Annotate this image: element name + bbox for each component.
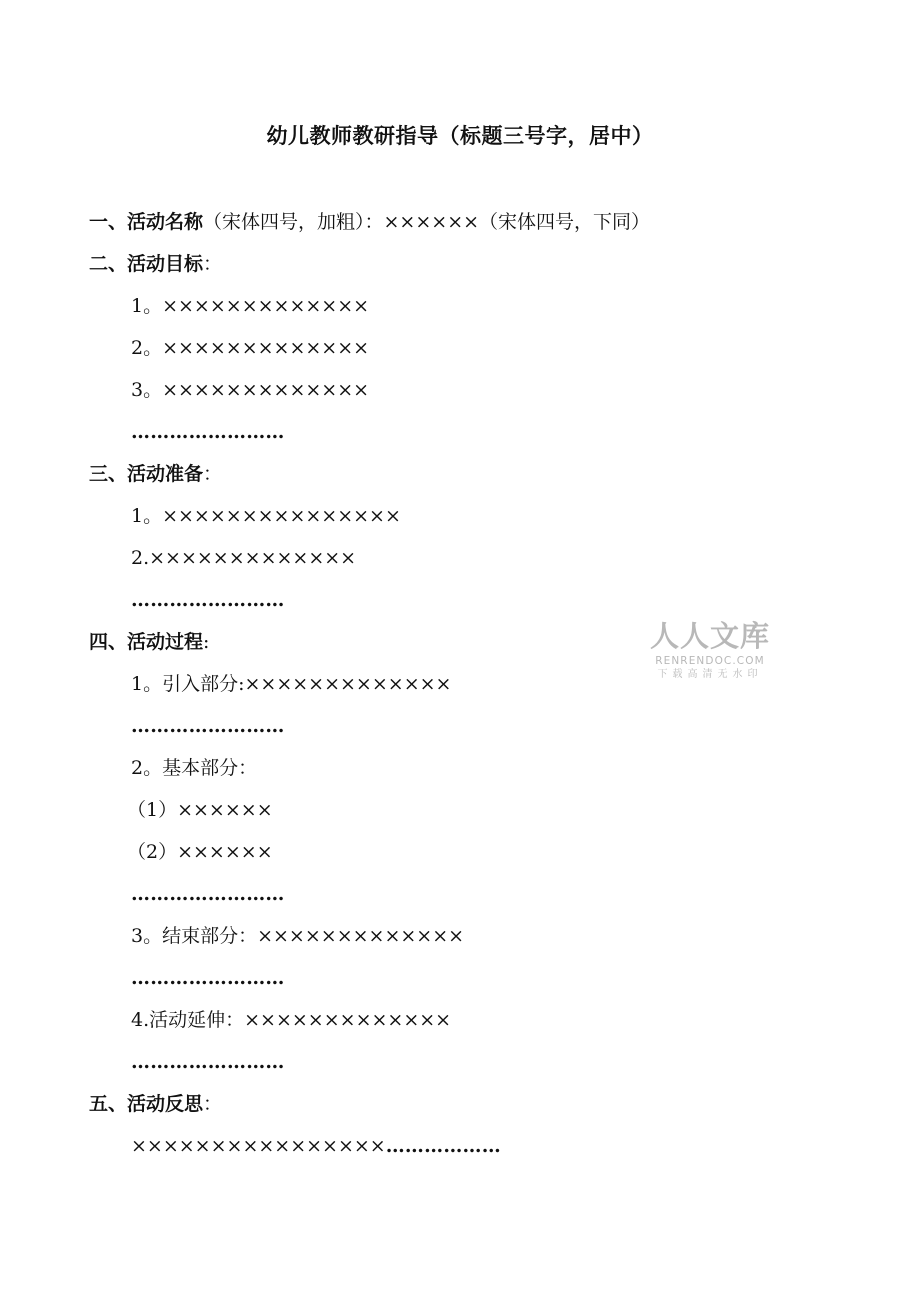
list-item: 3。××××××××××××× [131, 379, 370, 401]
ellipsis-line: …………………… [131, 883, 285, 905]
section-colon: ： [203, 1093, 223, 1115]
ellipsis-line: …………………… [131, 589, 285, 611]
ellipsis-line: …………………… [131, 715, 285, 737]
section-heading: 三、活动准备 [89, 463, 204, 485]
watermark-domain: RENRENDOC.COM [655, 655, 765, 667]
section-activity-goals [89, 246, 869, 288]
section-activity-preparation [89, 456, 869, 498]
reflection-line [89, 1128, 869, 1170]
watermark-tagline: 下载高清无水印 [657, 669, 763, 680]
list-item: 2。基本部分： [131, 757, 258, 779]
section-activity-reflection [89, 1086, 869, 1128]
list-subitem: （1）×××××× [127, 799, 273, 821]
document-title: 幼儿教师教研指导（标题三号字，居中） [266, 123, 654, 148]
section-heading: 五、活动反思 [89, 1093, 204, 1115]
list-item: 3。结束部分：××××××××××××× [131, 925, 465, 947]
reflection-text: ×××××××××××××××× [131, 1135, 386, 1157]
list-item: 1。××××××××××××××× [131, 505, 401, 527]
reflection-dots: ……………… [385, 1135, 501, 1157]
section-colon: ： [203, 253, 223, 275]
document-body [89, 204, 869, 1170]
section-heading: 四、活动过程 [89, 631, 204, 653]
section-heading: 二、活动目标 [89, 253, 204, 275]
list-item: 4.活动延伸：××××××××××××× [131, 1009, 452, 1031]
ellipsis-line: …………………… [131, 1051, 285, 1073]
section-heading: 一、活动名称 [89, 211, 204, 233]
list-item: 2.××××××××××××× [131, 547, 357, 569]
list-item: 2。××××××××××××× [131, 337, 370, 359]
ellipsis-line: …………………… [131, 421, 285, 443]
list-item: 1。引入部分:××××××××××××× [131, 673, 452, 695]
watermark-brand: 人人文库 [649, 619, 770, 653]
section-activity-name [89, 204, 869, 246]
list-item: 1。××××××××××××× [131, 295, 370, 317]
section-colon: : [203, 631, 210, 653]
list-subitem: （2）×××××× [127, 841, 273, 863]
section-colon: ： [203, 463, 223, 485]
section-note: （宋体四号，加粗）：××××××（宋体四号，下同） [203, 211, 651, 233]
watermark-logo [646, 618, 774, 682]
ellipsis-line: …………………… [131, 967, 285, 989]
